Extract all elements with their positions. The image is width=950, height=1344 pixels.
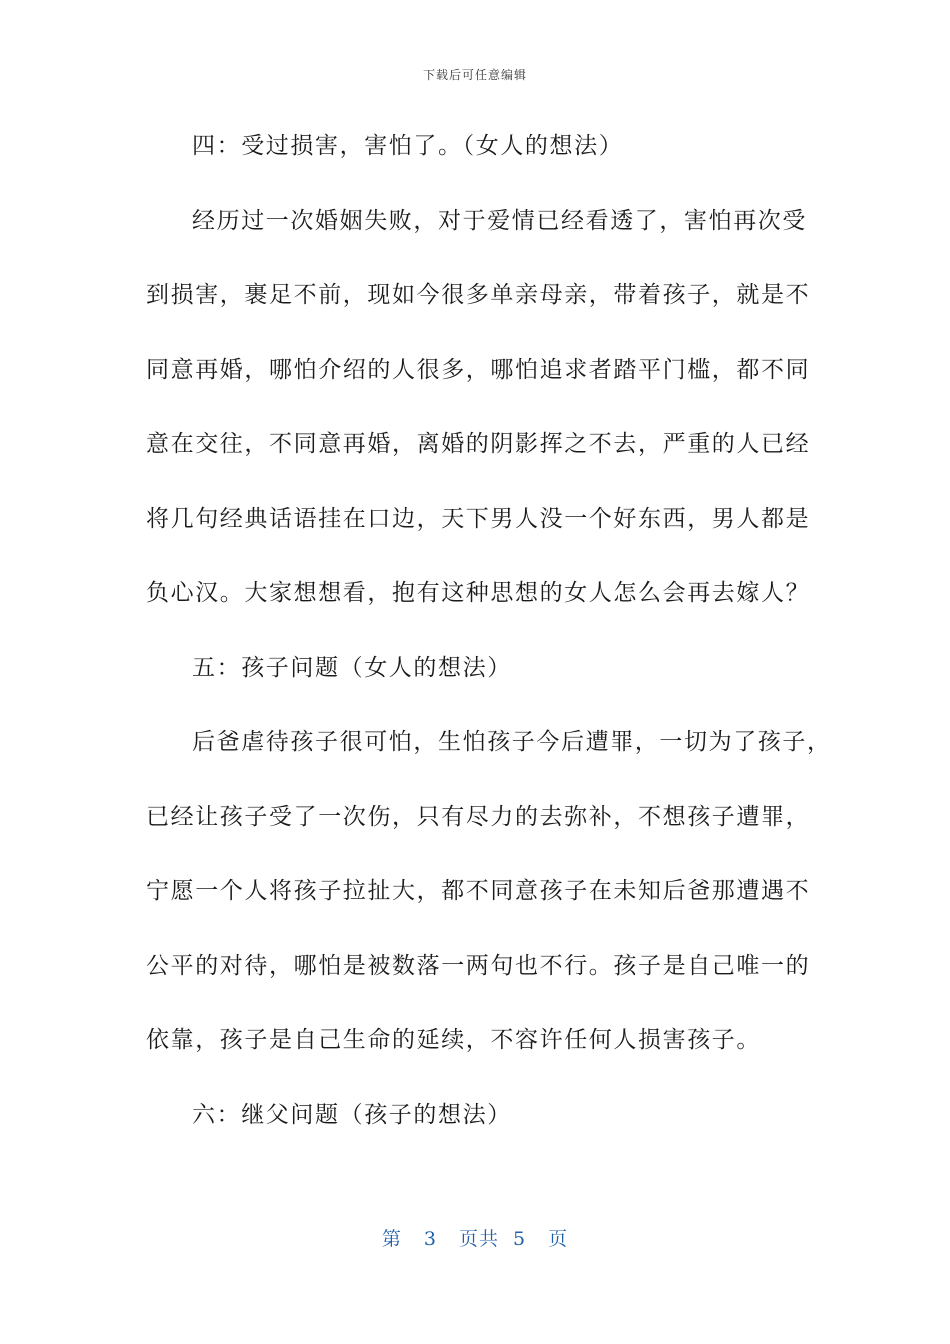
paragraph-line: 经历过一次婚姻失败，对于爱情已经看透了，害怕再次受 [192, 207, 807, 234]
paragraph-line: 同意再婚，哪怕介绍的人很多，哪怕追求者踏平门槛，都不同 [146, 356, 811, 383]
document-body [146, 118, 832, 1161]
heading-five: 五：孩子问题（女人的想法） [192, 654, 512, 681]
page-header: 下载后可任意编辑 [422, 68, 527, 82]
footer-middle: 页共 [458, 1228, 499, 1250]
heading-four: 四：受过损害，害怕了。（女人的想法） [192, 133, 624, 159]
paragraph-line: 意在交往，不同意再婚，离婚的阴影挥之不去，严重的人已经 [146, 431, 811, 457]
footer-prefix: 第 [381, 1228, 402, 1250]
paragraph-line: 已经让孩子受了一次伤，只有尽力的去弥补，不想孩子遭罪， [146, 803, 811, 830]
paragraph-line: 到损害，裹足不前，现如今很多单亲母亲，带着孩子，就是不 [146, 282, 811, 308]
paragraph-line: 后爸虐待孩子很可怕，生怕孩子今后遭罪，一切为了孩子， [192, 729, 832, 755]
page-footer [0, 1224, 950, 1251]
paragraph-line: 将几句经典话语挂在口边，天下男人没一个好东西，男人都是 [146, 505, 811, 532]
footer-current-page: 3 [423, 1228, 437, 1250]
paragraph-line: 负心汉。大家想想看，抱有这种思想的女人怎么会再去嫁人？ [146, 580, 811, 606]
footer-suffix: 页 [548, 1228, 569, 1250]
footer-total-pages: 5 [513, 1228, 527, 1250]
heading-six: 六：继父问题（孩子的想法） [192, 1101, 512, 1128]
paragraph-line: 宁愿一个人将孩子拉扯大，都不同意孩子在未知后爸那遭遇不 [146, 878, 811, 904]
paragraph-line: 公平的对待，哪怕是被数落一两句也不行。孩子是自己唯一的 [146, 952, 811, 979]
paragraph-line: 依靠，孩子是自己生命的延续，不容许任何人损害孩子。 [146, 1027, 761, 1053]
